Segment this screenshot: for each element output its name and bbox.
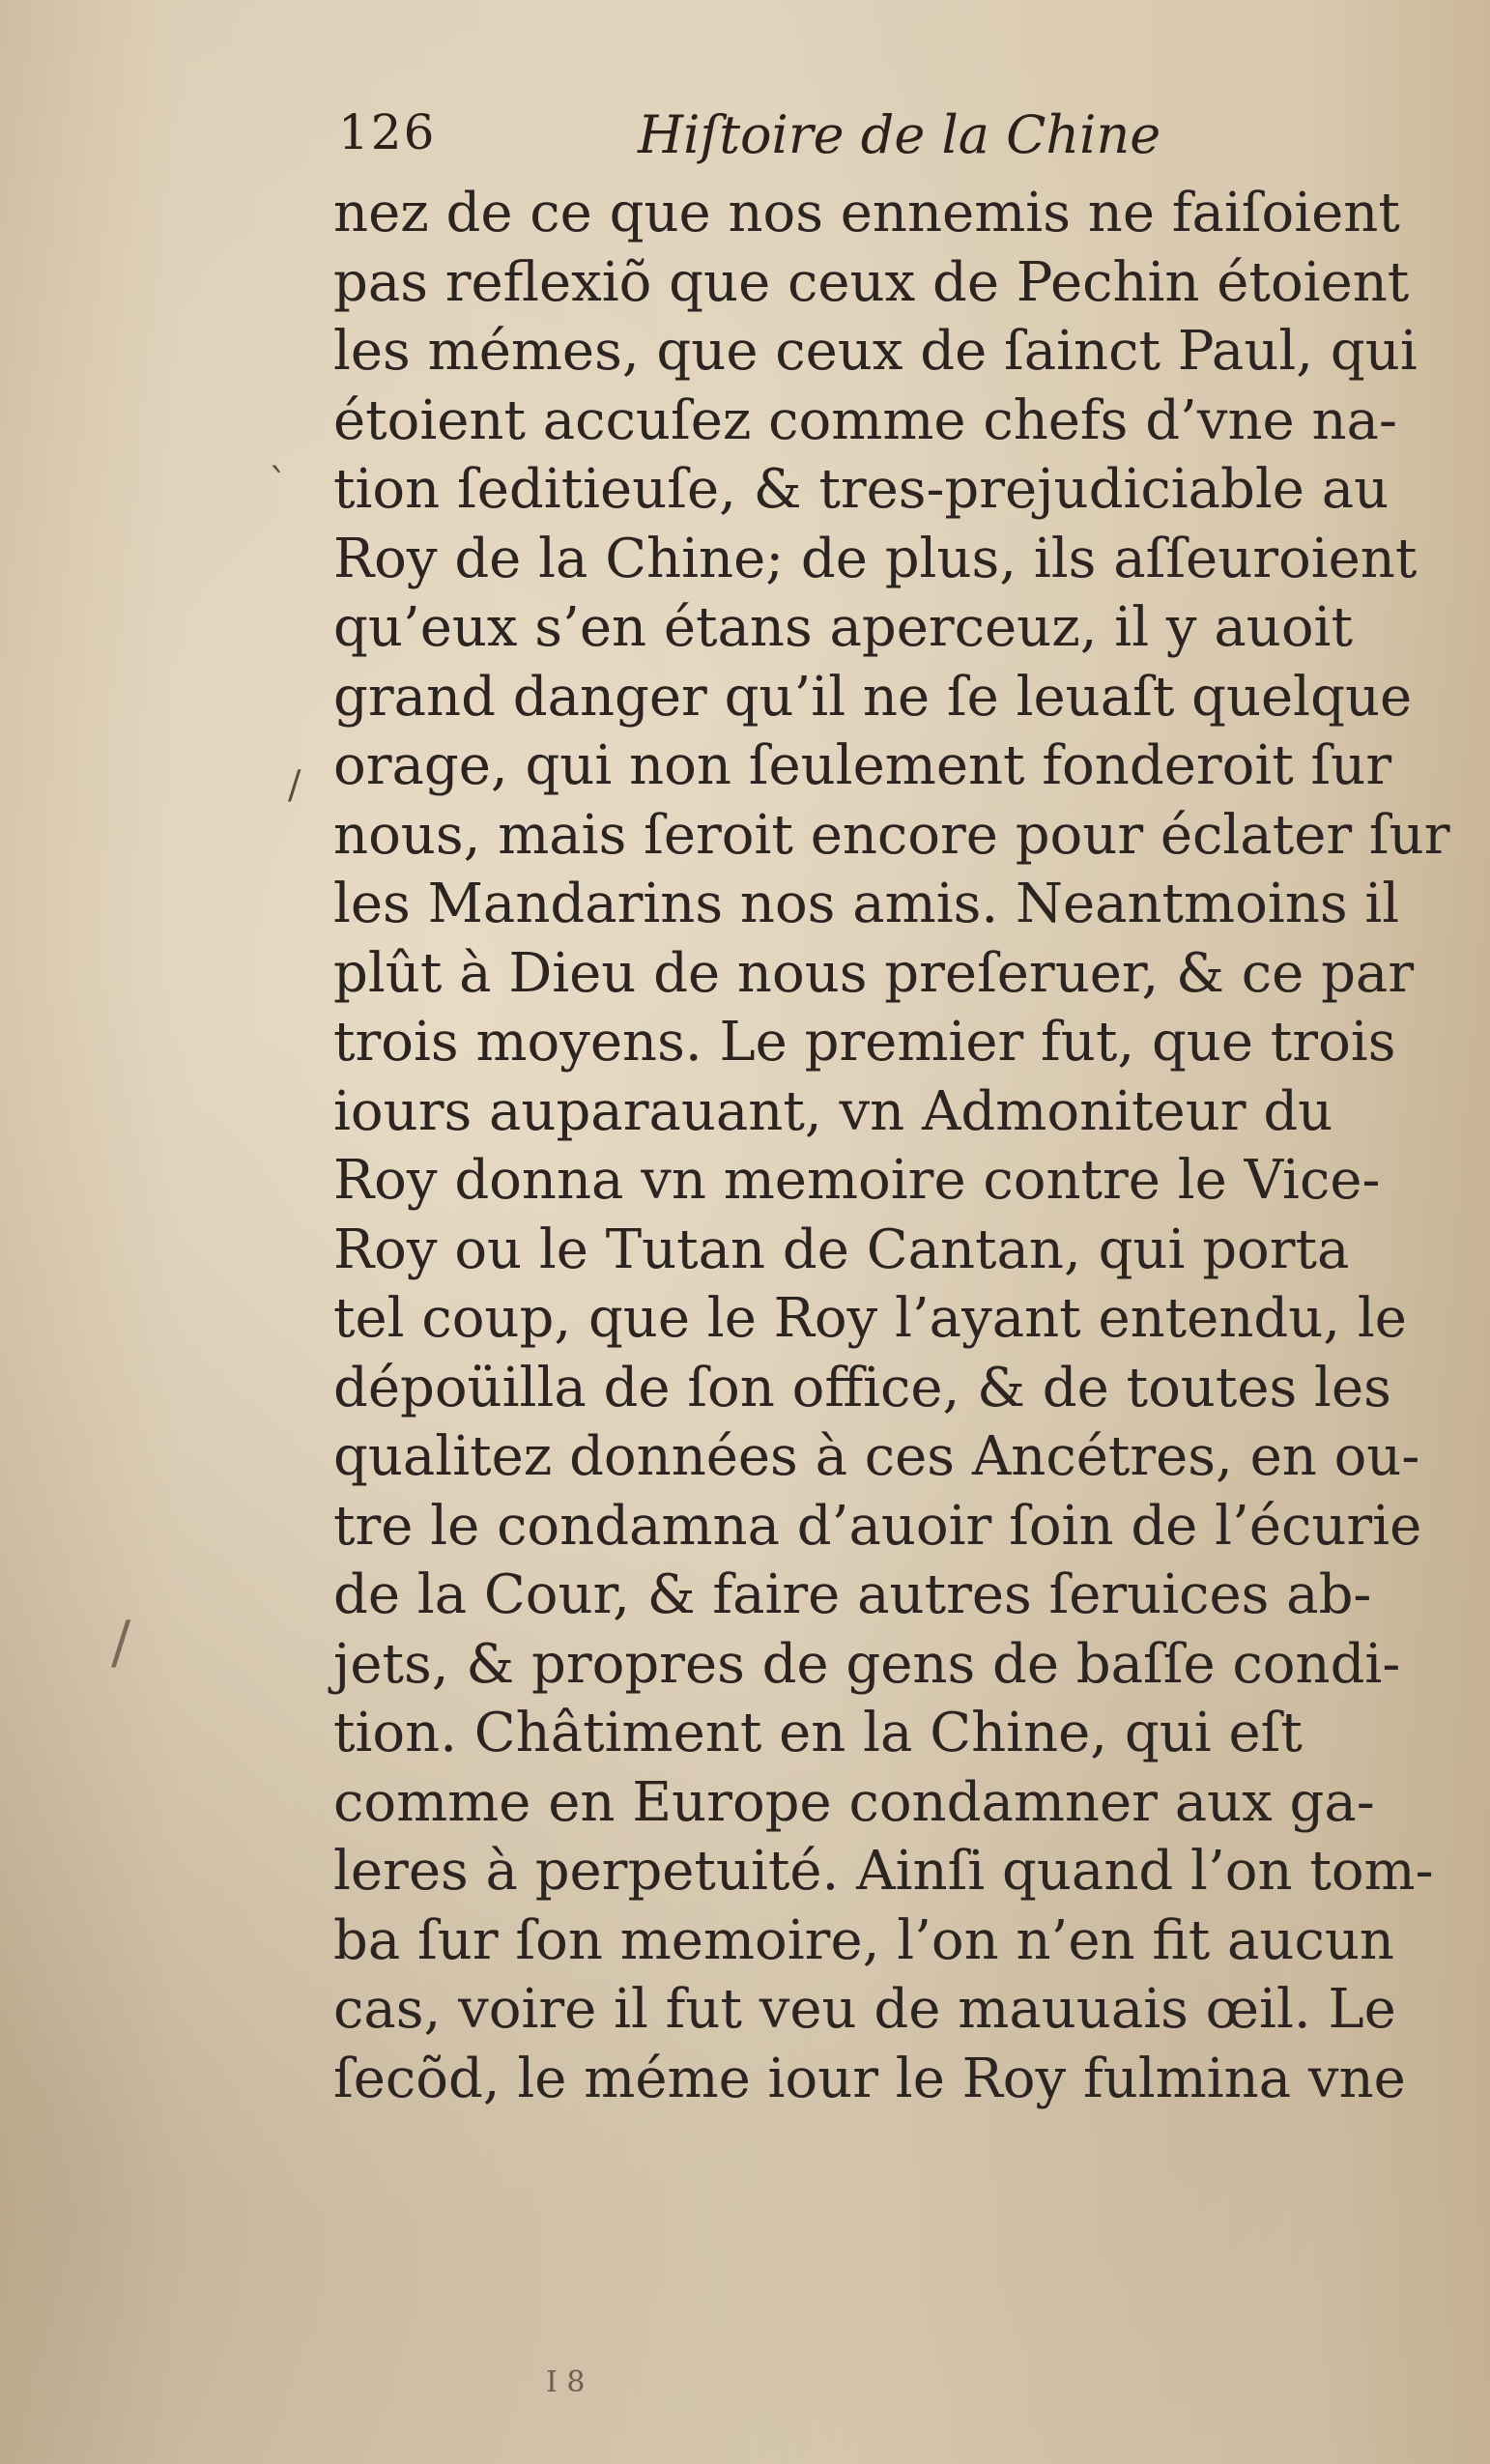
body-text: [333, 179, 1450, 2113]
text-line: pas reflexiõ que ceux de Pechin étoient: [333, 250, 1410, 314]
signature-mark: I 8: [546, 2365, 586, 2399]
text-line: les mémes, que ceux de ſainct Paul, qui: [333, 320, 1418, 383]
text-line: ſecõd, le méme iour le Roy fulmina vne: [333, 2047, 1406, 2110]
text-line: les Mandarins nos amis. Neantmoins il: [333, 873, 1400, 935]
text-line: tel coup, que le Roy l’ayant entendu, le: [333, 1287, 1407, 1350]
text-line: nous, mais ſeroit encore pour éclater ſur: [333, 803, 1450, 867]
text-line: trois moyens. Le premier fut, que trois: [333, 1011, 1396, 1074]
page-number: 126: [338, 104, 437, 160]
text-line: Roy de la Chine; de plus, ils aſſeuroient: [333, 527, 1418, 590]
margin-mark-icon: ˋ: [269, 462, 288, 506]
text-line: ba ſur ſon memoire, l’on n’en fit aucun: [333, 1908, 1394, 1972]
text-line: leres à perpetuité. Ainſi quand l’on tom-: [333, 1840, 1434, 1903]
text-line: tion. Châtiment en la Chine, qui eſt: [333, 1702, 1303, 1764]
text-line: Roy donna vn memoire contre le Vice-: [333, 1149, 1381, 1212]
text-line: tre le condamna d’auoir ſoin de l’écurie: [333, 1494, 1422, 1558]
text-line: comme en Europe condamner aux ga-: [333, 1770, 1375, 1834]
text-line: grand danger qu’il ne ſe leuaſt quelque: [333, 665, 1413, 729]
margin-mark-icon: /: [288, 763, 301, 808]
text-line: orage, qui non ſeulement fonderoit ſur: [333, 734, 1392, 797]
text-line: dépoüilla de ſon office, & de toutes les: [333, 1356, 1391, 1419]
text-line: jets, & propres de gens de baſſe condi-: [333, 1632, 1401, 1696]
margin-mark-icon: /: [111, 1609, 131, 1676]
running-title: Hiſtoire de la Chine: [638, 104, 1161, 165]
text-line: Roy ou le Tutan de Cantan, qui porta: [333, 1218, 1350, 1281]
text-line: tion ſeditieuſe, & tres-prejudiciable au: [333, 458, 1390, 521]
text-line: cas, voire il fut veu de mauuais œil. Le: [333, 1978, 1396, 2041]
text-line: nez de ce que nos ennemis ne faiſoient: [333, 182, 1400, 244]
text-line: étoient accuſez comme chefs d’vne na-: [333, 388, 1397, 452]
text-line: iours auparauant, vn Admoniteur du: [333, 1079, 1333, 1143]
text-line: qualitez données à ces Ancétres, en ou-: [333, 1425, 1420, 1488]
text-line: plût à Dieu de nous preſeruer, & ce par: [333, 941, 1415, 1005]
text-line: qu’eux s’en étans aperceuz, il y auoit: [333, 596, 1353, 659]
text-line: de la Cour, & faire autres ſeruices ab-: [333, 1563, 1372, 1626]
